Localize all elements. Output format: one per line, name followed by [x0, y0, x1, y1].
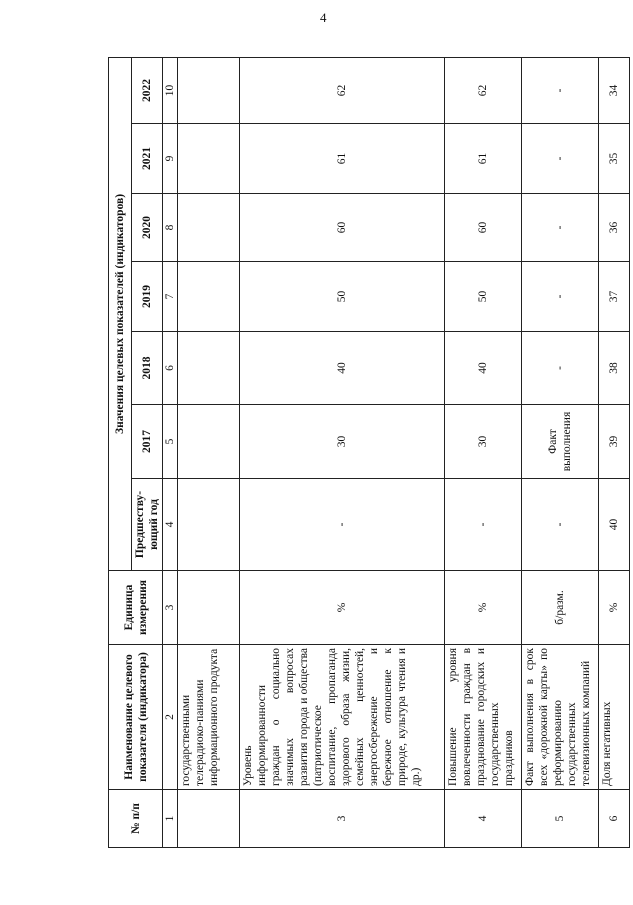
row-no: 5	[522, 790, 599, 848]
row-value: 61	[240, 124, 445, 194]
header-no: № п/п	[109, 790, 163, 848]
row-name: Повышение уровня вовлеченности граждан в празднование городских и государственных праздников	[445, 645, 522, 790]
row-value	[178, 332, 240, 405]
col-number: 10	[163, 57, 178, 123]
row-value: Факт выполнения	[522, 405, 599, 479]
row-value: 34	[599, 57, 630, 123]
row-value: 50	[445, 262, 522, 332]
row-value: 60	[445, 194, 522, 262]
indicators-table	[108, 57, 630, 848]
row-value: 40	[445, 332, 522, 405]
row-unit: %	[445, 571, 522, 645]
row-value: 50	[240, 262, 445, 332]
row-value: 37	[599, 262, 630, 332]
col-number: 2	[163, 645, 178, 790]
header-year-2022: 2022	[132, 57, 163, 123]
col-number: 6	[163, 332, 178, 405]
row-value	[178, 124, 240, 194]
row-value: 30	[445, 405, 522, 479]
col-number: 3	[163, 571, 178, 645]
row-no: 3	[240, 790, 445, 848]
row-name: Доля негативных	[599, 645, 630, 790]
header-year-2020: 2020	[132, 194, 163, 262]
row-value	[178, 262, 240, 332]
col-number: 4	[163, 479, 178, 571]
header-year-2017: 2017	[132, 405, 163, 479]
row-unit: %	[240, 571, 445, 645]
row-value: 35	[599, 124, 630, 194]
row-prev: -	[445, 479, 522, 571]
row-value: -	[522, 332, 599, 405]
row-unit: б/разм.	[522, 571, 599, 645]
row-value: -	[522, 57, 599, 123]
row-value: 38	[599, 332, 630, 405]
col-number: 9	[163, 124, 178, 194]
row-name: Факт выполнения в срок всех «дорожной карты» по реформированию государственных телевизионных компаний	[522, 645, 599, 790]
row-unit	[178, 571, 240, 645]
row-name: государственными телерадиоко-паниями информационного продукта	[178, 645, 240, 790]
row-value	[178, 194, 240, 262]
table-row	[178, 57, 240, 847]
row-value	[178, 405, 240, 479]
row-value: 30	[240, 405, 445, 479]
table-row	[240, 57, 445, 847]
header-prev-year: Предшеству-ющий год	[132, 479, 163, 571]
row-value: 39	[599, 405, 630, 479]
table-row	[599, 57, 630, 847]
header-year-2021: 2021	[132, 124, 163, 194]
table-row	[445, 57, 522, 847]
row-value: 60	[240, 194, 445, 262]
row-name: Уровень информированности граждан о социально значимых вопросах развития города и общества (патриотическое воспитание, пропаганда здорового образа жизни, семейных ценностей, энергосбережение и бережное отношение к природе, культура чтения и др.)	[240, 645, 445, 790]
row-no	[178, 790, 240, 848]
row-value: 61	[445, 124, 522, 194]
header-row-1	[109, 57, 132, 847]
header-year-2018: 2018	[132, 332, 163, 405]
row-value: 62	[240, 57, 445, 123]
page-number: 4	[320, 10, 327, 25]
column-number-row	[163, 57, 178, 847]
row-prev: 40	[599, 479, 630, 571]
header-name: Наименование целевого показателя (индикатора)	[109, 645, 163, 790]
row-value: -	[522, 262, 599, 332]
row-prev: -	[240, 479, 445, 571]
row-value: 62	[445, 57, 522, 123]
rotated-table-container	[108, 58, 623, 848]
col-number: 1	[163, 790, 178, 848]
row-unit: %	[599, 571, 630, 645]
col-number: 7	[163, 262, 178, 332]
row-prev	[178, 479, 240, 571]
row-value: 40	[240, 332, 445, 405]
row-value: 36	[599, 194, 630, 262]
header-values-group: Значения целевых показателей (индикаторов)	[109, 57, 132, 570]
header-unit: Единица измерения	[109, 571, 163, 645]
table-row	[522, 57, 599, 847]
row-value: -	[522, 124, 599, 194]
row-no: 4	[445, 790, 522, 848]
row-prev: -	[522, 479, 599, 571]
row-no: 6	[599, 790, 630, 848]
row-value	[178, 57, 240, 123]
col-number: 8	[163, 194, 178, 262]
header-year-2019: 2019	[132, 262, 163, 332]
col-number: 5	[163, 405, 178, 479]
row-value: -	[522, 194, 599, 262]
